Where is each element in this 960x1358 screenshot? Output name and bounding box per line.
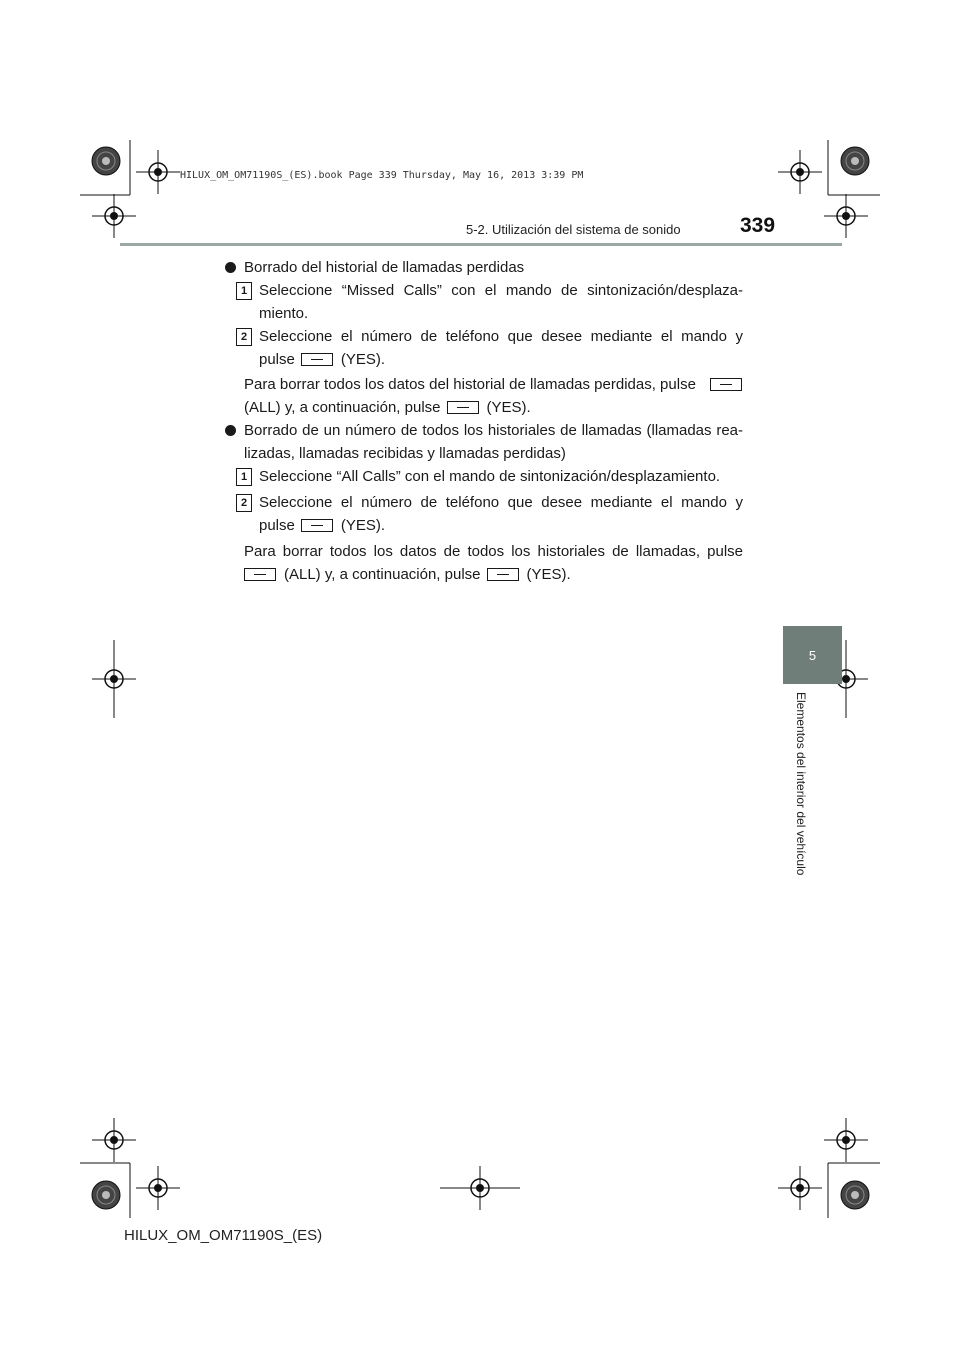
step-badge: 2 [236,328,252,346]
step-badge: 1 [236,282,252,300]
step-text: Seleccione el número de teléfono que desee mediante el mando y [259,494,743,511]
registration-mark-icon [92,194,136,238]
note-text [244,396,531,419]
text-fragment: (YES). [340,517,386,534]
section-title: Borrado del historial de llamadas perdidas [244,259,525,276]
note-text [238,563,571,586]
registration-mark-icon [778,150,822,194]
registration-mark-icon [136,150,180,194]
step-text: miento. [259,305,309,322]
color-target-icon [92,147,120,175]
section-title: lizadas, llamadas recibidas y llamadas perdidas) [244,445,566,462]
footer-code: HILUX_OM_OM71190S_(ES) [124,1227,323,1244]
button-icon [447,401,479,414]
page-number: 339 [740,214,776,237]
registration-mark-icon [778,1166,822,1210]
registration-mark-icon [136,1166,180,1210]
step-text [259,348,385,371]
step-text: Seleccione “Missed Calls” con el mando de sintonización/desplaza- [259,282,743,299]
button-icon [487,568,519,581]
bullet-icon [225,262,236,273]
chapter-number: 5 [808,647,817,663]
note-text: Para borrar todos los datos de todos los historiales de llamadas, pulse [244,543,743,560]
button-icon [301,519,333,532]
color-target-icon [92,1181,120,1209]
text-fragment: pulse [259,351,295,368]
color-target-icon [841,147,869,175]
step-badge: 2 [236,494,252,512]
text-fragment: (ALL) y, a continuación, pulse [284,566,481,583]
step-text: Seleccione el número de teléfono que desee mediante el mando y [259,328,743,345]
text-fragment: (YES). [340,351,386,368]
text-fragment: pulse [259,517,295,534]
section-title: Borrado de un número de todos los historiales de llamadas (llamadas rea- [244,422,743,439]
printer-slug: HILUX_OM_OM71190S_(ES).book Page 339 Thursday, May 16, 2013 3:39 PM [180,170,584,181]
button-icon [710,378,742,391]
button-icon [244,568,276,581]
registration-mark-icon [824,1118,868,1162]
color-target-icon [841,1181,869,1209]
step-text: Seleccione “All Calls” con el mando de sintonización/desplazamiento. [259,468,721,485]
bullet-icon [225,425,236,436]
step-text [259,514,385,537]
chapter-title: Elementos del interior del vehículo [794,692,808,876]
registration-mark-icon [824,194,868,238]
text-fragment: Para borrar todos los datos del historial de llamadas perdidas, pulse [244,376,696,393]
text-fragment: (YES). [486,399,531,416]
header-rule [120,243,842,246]
text-fragment: (ALL) y, a continuación, pulse [244,399,441,416]
chapter-tab [783,626,842,684]
section-title: 5-2. Utilización del sistema de sonido [466,222,681,237]
text-fragment: (YES). [526,566,571,583]
step-badge: 1 [236,468,252,486]
registration-mark-icon [92,1118,136,1162]
note-text [244,373,750,396]
button-icon [301,353,333,366]
